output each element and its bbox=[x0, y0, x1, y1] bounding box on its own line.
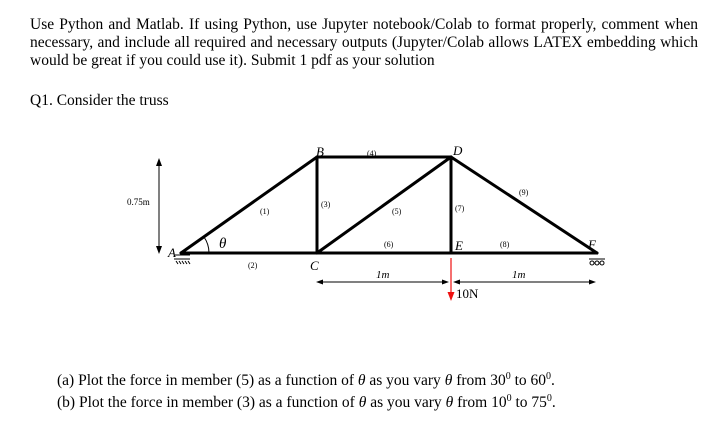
pin-support-a bbox=[174, 255, 190, 264]
dim-label-ef: 1m bbox=[512, 269, 526, 281]
member-6-label: (6) bbox=[384, 240, 394, 249]
member-4-label: (4) bbox=[367, 149, 377, 158]
node-a-label: A bbox=[168, 245, 176, 260]
node-c-label: C bbox=[310, 258, 319, 273]
assignment-instructions: Use Python and Matlab. If using Python, use Jupyter notebook/Colab to format properly, comment when necessary, and include all required and necessary outputs (Jupyter/Colab allows LATEX embedding which would be great if you could use it). Submit 1 pdf as your solution bbox=[30, 16, 698, 69]
member-5-label: (5) bbox=[392, 207, 402, 216]
member-1-label: (1) bbox=[260, 207, 270, 216]
node-f-label: F bbox=[588, 237, 596, 252]
node-d-label: D bbox=[453, 143, 463, 158]
question-parts bbox=[57, 368, 556, 412]
member-5 bbox=[317, 157, 451, 253]
member-2-label: (2) bbox=[248, 261, 258, 270]
member-9 bbox=[451, 157, 597, 253]
part-a: (a) Plot the force in member (5) as a function of θ as you vary θ from $30^0$ to $60^0$. bbox=[57, 371, 555, 390]
node-e-label: E bbox=[455, 238, 463, 253]
member-7-label: (7) bbox=[455, 204, 465, 213]
load-arrow-head bbox=[448, 292, 455, 301]
roller-support-f bbox=[589, 259, 605, 265]
height-arrow-bottom bbox=[156, 246, 162, 254]
height-label: 0.75m bbox=[127, 197, 150, 207]
dim-label-ce: 1m bbox=[376, 269, 390, 281]
question-1-heading: Q1. Consider the truss bbox=[30, 92, 169, 109]
height-arrow-top bbox=[156, 158, 162, 166]
load-label: 10N bbox=[456, 286, 479, 301]
member-3-label: (3) bbox=[321, 200, 331, 209]
member-9-label: (9) bbox=[519, 188, 529, 197]
member-1 bbox=[181, 157, 317, 253]
node-b-label: B bbox=[316, 144, 324, 159]
theta-arc bbox=[204, 237, 209, 253]
theta-label: θ bbox=[219, 236, 227, 252]
part-b: (b) Plot the force in member (3) as a function of θ as you vary θ from $10^0$ to $75^0$. bbox=[57, 393, 556, 412]
member-8-label: (8) bbox=[500, 240, 510, 249]
